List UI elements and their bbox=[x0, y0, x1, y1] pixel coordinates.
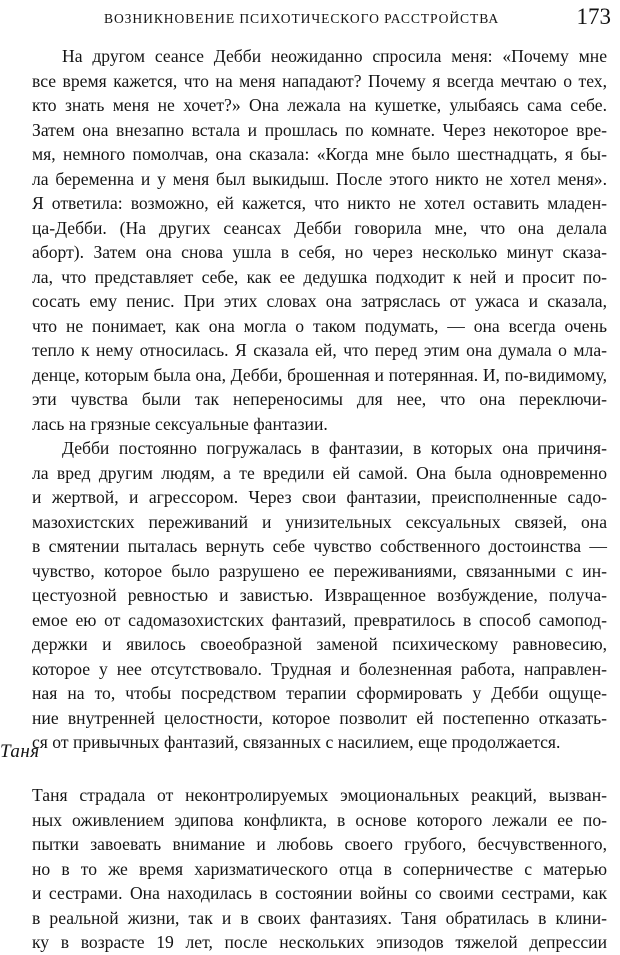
paragraph-line: мазохистских переживаний и унизительных сексуальных связей, она bbox=[32, 511, 607, 532]
paragraph-line: сосать ему пенис. При этих словах она затряслась от ужаса и сказала, bbox=[32, 291, 607, 311]
paragraph-line: Таня страдала от неконтролируемых эмоциональных реакций, вызван- bbox=[32, 785, 607, 805]
paragraph-line: в смятении пыталась вернуть себе чувство собственного достоинства — bbox=[32, 536, 607, 556]
paragraph-line: Я ответила: возможно, ей кажется, что никто не хотел оставить младен- bbox=[32, 193, 607, 213]
paragraph-line: что не понимает, как она могла о таком подумать, — она всегда очень bbox=[32, 315, 607, 336]
paragraph-line: тепло к нему относилась. Я сказала ей, что перед этим она думала о мла- bbox=[32, 340, 607, 360]
paragraph-line: емое ею от садомазохистских фантазий, превратилось в способ самопод- bbox=[32, 609, 607, 630]
text-block-tanya bbox=[32, 783, 607, 955]
running-title: ВОЗНИКНОВЕНИЕ ПСИХОТИЧЕСКОГО РАССТРОЙСТВА bbox=[104, 11, 500, 26]
running-head bbox=[0, 4, 620, 32]
paragraph-line: лась на грязные сексуальные фантазии. bbox=[32, 413, 328, 434]
paragraph-line: держки и явилось своеобразной заменой психическому равновесию, bbox=[32, 634, 607, 654]
paragraph-line: эти чувства были так непереносимы для нее, что она переключи- bbox=[32, 389, 607, 409]
paragraph-line: кто знать меня не хочет?» Она лежала на кушетке, улыбаясь сама себе. bbox=[32, 95, 607, 115]
paragraph-line: все время кажется, что на меня нападают? Почему я всегда мечтаю о тех, bbox=[32, 70, 607, 91]
text-block-debbie bbox=[32, 44, 607, 755]
paragraph-line: ца-Дебби. (На других сеансах Дебби говорила мне, что она делала bbox=[32, 217, 607, 238]
paragraph-line: и сестрами. Она находилась в состоянии войны со своими сестрами, как bbox=[32, 883, 607, 903]
paragraph-line: ла беременна и у меня был выкидыш. После этого никто не хотел меня». bbox=[32, 168, 607, 189]
paragraph-line: которое у нее отсутствовало. Трудная и болезненная работа, направлен- bbox=[32, 658, 607, 679]
paragraph-line: Затем она внезапно встала и прошлась по комнате. Через некоторое вре- bbox=[32, 119, 607, 140]
paragraph-line: в реальной жизни, так и в своих фантазиях. Таня обратилась в клини- bbox=[32, 907, 607, 928]
paragraph-line: цестуозной ревностью и завистью. Извращенное возбуждение, получа- bbox=[32, 585, 607, 605]
paragraph-line: ная на то, чтобы посредством терапии сформировать у Дебби ощуще- bbox=[32, 683, 607, 703]
paragraph-line: ла, что представляет себе, как ее дедушка подходит к ней и просит по- bbox=[32, 266, 607, 287]
paragraph-line: но в то же время харизматического отца в соперничестве с матерью bbox=[32, 858, 607, 879]
paragraph-line: и жертвой, и агрессором. Через свои фантазии, преисполненные садо- bbox=[32, 487, 607, 507]
paragraph-line: аборт). Затем она снова ушла в себя, но через несколько минут сказа- bbox=[32, 242, 607, 262]
page-number: 173 bbox=[576, 4, 611, 29]
paragraph-line: денце, которым была она, Дебби, брошенная и потерянная. И, по-видимому, bbox=[32, 364, 607, 385]
paragraph-line: Дебби постоянно погружалась в фантазии, в которых она причиня- bbox=[62, 438, 607, 458]
section-heading: Таня bbox=[0, 741, 40, 762]
paragraph-line: ние внутренней целостности, которое позволит ей постепенно отказать- bbox=[32, 707, 607, 728]
paragraph-line: ла вред другим людям, а те вредили ей самой. Она была одновременно bbox=[32, 462, 607, 483]
paragraph-line: мя, немного помолчав, она сказала: «Когда мне было шестнадцать, я бы- bbox=[32, 144, 607, 164]
paragraph-line: ся от привычных фантазий, связанных с насилием, еще продолжается. bbox=[32, 732, 561, 752]
paragraph-line: На другом сеансе Дебби неожиданно спросила меня: «Почему мне bbox=[62, 46, 607, 66]
paragraph-line: ку в возрасте 19 лет, после нескольких эпизодов тяжелой депрессии bbox=[32, 932, 607, 952]
paragraph-line: ных оживлением эдипова конфликта, в основе которого лежали ее по- bbox=[32, 809, 607, 830]
paragraph-line: чувство, которое было разрушено ее переживаниями, связанными с ин- bbox=[32, 560, 607, 581]
paragraph-line: пытки завоевать внимание и любовь своего грубого, бесчувственного, bbox=[32, 834, 607, 854]
